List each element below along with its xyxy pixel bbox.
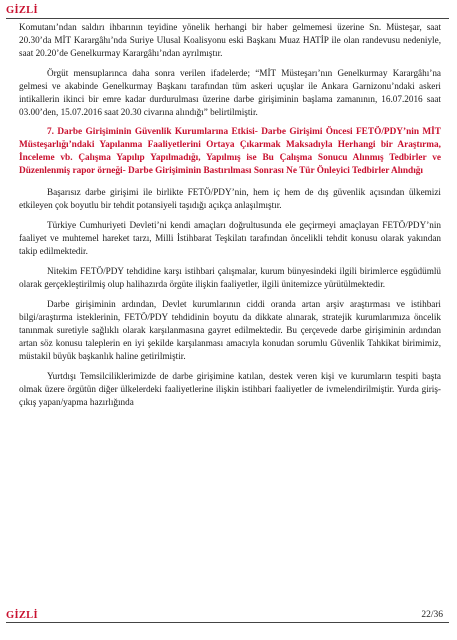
paragraph-abroad: Yurtdışı Temsilciliklerimizde de darbe girişimine katılan, destek veren kişi ve kurumların tespiti başta olmak üzere örgütün diğer ülkelerdeki faaliyetlerine ilişkin istihbari faaliyetler de ivmelendirilmiştir. Yurda giriş-çıkış yapan/yapma hazırlığında (19, 371, 441, 407)
paragraph-archive: Darbe girişiminin ardından, Devlet kurumlarının ciddi oranda artan arşiv araştırması ve istihbari bilgi/araştırma isteklerinin, FETÖ/PDY tehdidinin boyutu da dikkate alınarak, stratejik kurumlarımıza öncelik tanınmak suretiyle sağlıklı olarak karşılanmasına gayret edilmektedir. Bu çerçevede darbe girişiminin ardından artan söz konusu taleplerin en iyi şekilde karşılanması amacıyla konudan sorumlu Güvenlik Tahkikat birimimiz, müstakil büyük başkanlık haline getirilmiştir. (19, 299, 441, 361)
classification-footer: GİZLİ (6, 610, 38, 621)
header-rule (6, 18, 449, 19)
paragraph-statements: Örgüt mensuplarınca daha sonra verilen ifadelerde; “MİT Müsteşarı’nın Genelkurmay Karargâhı’na gelmesi ve akabinde Genelkurmay Başkanı tarafından tüm askeri uçuşlar ile Ankara Garnizonu’ndaki askeri intikallerin ikinci bir emre kadar durdurulması üzerine darbe girişiminin başlama zamanının, 16.07.2016 saat 03.00’den, 15.07.2016 saat 20.30 civarına alındığı” belirtilmiştir. (19, 68, 441, 117)
footer-rule (6, 622, 449, 623)
paragraph-threat: Başarısız darbe girişimi ile birlikte FETÖ/PDY’nin, hem iç hem de dış güvenlik açısından ülkemizi etkileyen çok boyutlu bir tehdit potansiyeli taşıdığı açıkça anlaşılmıştır. (19, 187, 441, 210)
paragraph-intelligence: Nitekim FETÖ/PDY tehdidine karşı istihbari çalışmalar, kurum bünyesindeki ilgili birimlerce eşgüdümlü olarak gerçekleştirilmiş olup halihazırda örgüte ilişkin faaliyetler, ilgili ünitemizce yürütülmektedir. (19, 266, 441, 289)
document-body (19, 21, 441, 416)
section-heading-7: 7. Darbe Girişiminin Güvenlik Kurumlarına Etkisi- Darbe Girişimi Öncesi FETÖ/PDY’nin MİT Müsteşarlığı’ndaki Yapılanma Faaliyetlerini Ortaya Çıkarmak Maksadıyla Herhangi bir Araştırma, İnceleme vb. Çalışma Yapılıp Yapılmadığı, Yapılmış ise Bu Çalışma Sonucu Alınmış Tedbirler ve Düzenlenmiş rapor örneği- Darbe Girişiminin Bastırılması Sonrası Ne Tür Önleyici Tedbirler Alındığı (19, 127, 441, 176)
classification-header: GİZLİ (6, 5, 38, 16)
paragraph-continuation: Komutanı’ndan saldırı ihbarının teyidine yönelik herhangi bir haber gelmemesi üzerine Sn. Müsteşar, saat 20.30’da MİT Karargâhı’nda Suriye Ulusal Koalisyonu eski Başkanı Muaz HATİP ile olan randevusu nedeniyle, saat 20.20’de Genelkurmay Karargâhı’ndan ayrılmıştır. (19, 22, 441, 58)
paragraph-priority: Türkiye Cumhuriyeti Devleti’ni kendi amaçları doğrultusunda ele geçirmeyi amaçlayan FETÖ/PDY’nin faaliyet ve muhtemel hareket tarzı, Milli İstihbarat Teşkilatı tarafından öncelikli tehdit konusu olarak yakından takip edilmektedir. (19, 220, 441, 256)
page-number: 22/36 (421, 610, 443, 620)
